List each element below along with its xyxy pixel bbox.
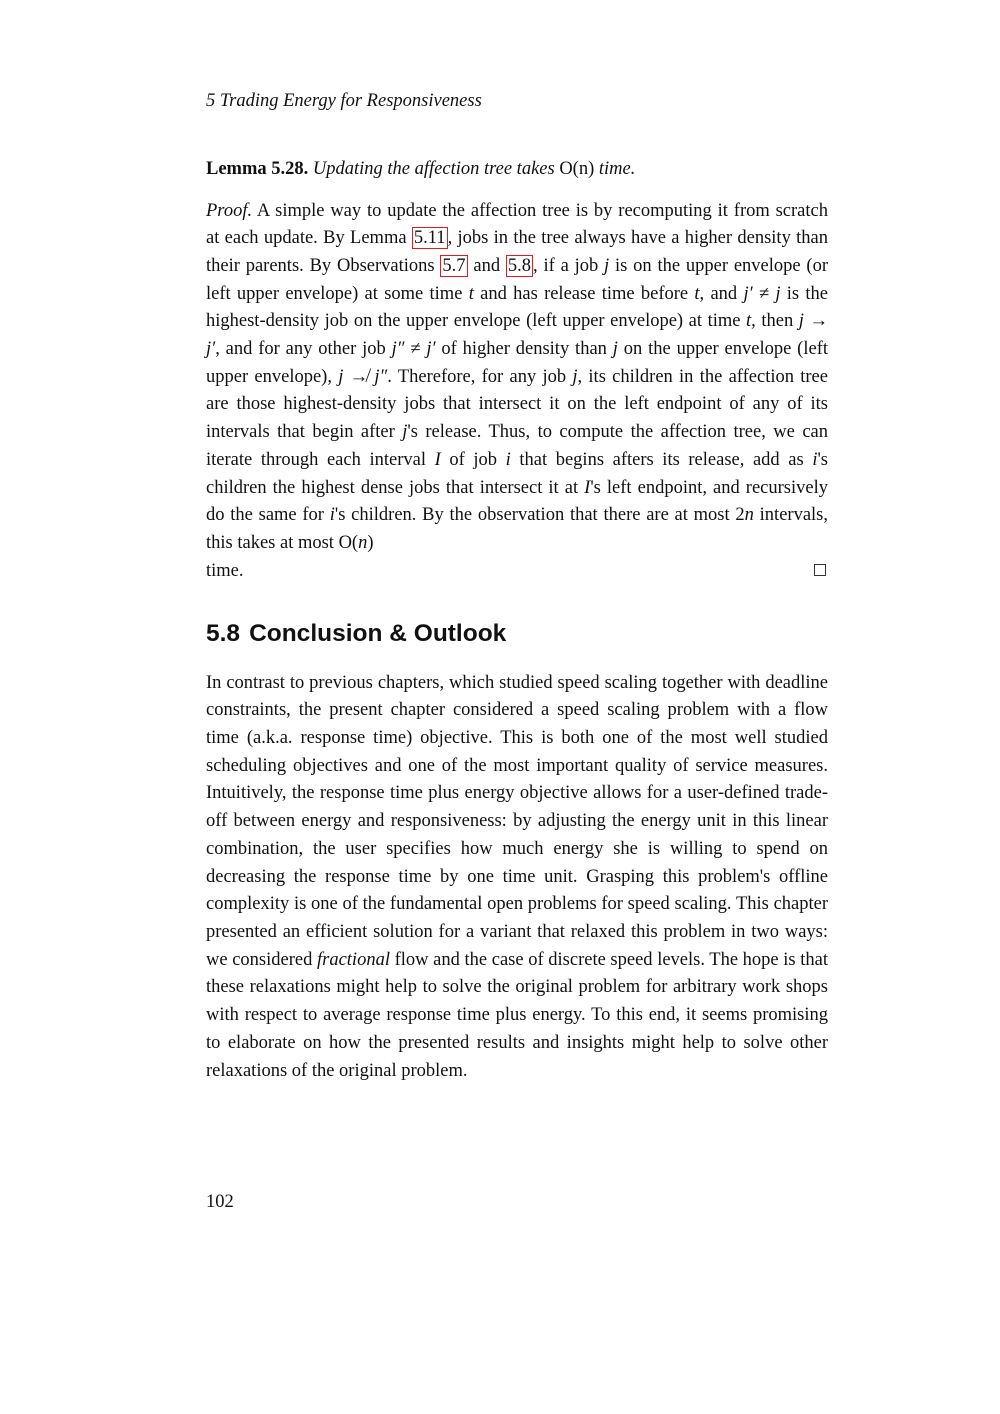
- section-heading: [206, 619, 828, 649]
- qed-square-icon: [814, 564, 826, 576]
- proof-text: , and: [699, 283, 744, 304]
- lemma-text-after: time.: [594, 159, 636, 179]
- lemma-text-before: Updating the affection tree takes: [312, 159, 560, 179]
- math-expression: j′ ≠ j: [743, 283, 781, 304]
- proof-text: , its children in the affection tree are those highest-density jobs that intersect it on the left endpoint of any of its intervals that begin after: [206, 366, 828, 443]
- proof-text: . Therefore, for any job: [387, 366, 573, 387]
- lemma-reference-link[interactable]: 5.11: [413, 228, 446, 249]
- math-variable: j: [572, 366, 578, 387]
- math-variable: t: [746, 311, 752, 332]
- math-variable: n: [744, 505, 754, 526]
- proof-text: and has release time before: [473, 283, 695, 304]
- page-number: 102: [206, 1192, 234, 1212]
- lemma-label: Lemma 5.28.: [206, 159, 309, 179]
- math-variable: j: [612, 339, 618, 360]
- math-variable: i: [505, 449, 511, 470]
- proof-text: A simple way to update the affection tree is by recomputing it from scratch at each update. By Lemma: [206, 200, 828, 249]
- math-expression: j ↛ j″: [338, 366, 388, 387]
- section-title: Conclusion & Outlook: [249, 620, 507, 648]
- conclusion-text: In contrast to previous chapters, which studied speed scaling together with deadline constraints, the present chapter considered a speed scaling problem with a flow time (a.k.a. response time) objective. This is both one of the most well studied scheduling objectives and one of the most important quality of service measures. Intuitively, the response time plus energy objective allows for a user-defined trade-off between energy and responsiveness: by adjusting the energy unit in this linear combination, the user specifies how much energy she is willing to spend on decreasing the response time by one time unit. Grasping this problem's offline complexity is one of the fundamental open problems for speed scaling. This chapter presented an efficient solution for a variant that relaxed this problem in two ways: we considered: [206, 672, 828, 970]
- proof-last-line: time.: [206, 560, 244, 581]
- lemma-statement: [206, 156, 828, 184]
- lemma-math: O(n): [559, 159, 595, 179]
- math-expression: j → j′: [206, 311, 829, 360]
- proof-label: Proof.: [206, 200, 253, 221]
- proof-text: on the upper envelope (left upper envelope),: [206, 339, 828, 387]
- math-variable: j: [402, 422, 408, 443]
- running-head: 5 Trading Energy for Responsiveness: [206, 91, 482, 111]
- proof-text: is the highest-density job on the upper envelope (left upper envelope) at time: [206, 283, 828, 332]
- proof-block: [206, 198, 828, 586]
- proof-text: ): [367, 532, 374, 553]
- math-variable: i: [812, 449, 818, 470]
- proof-text: , jobs in the tree always have a higher density than their parents. By Observations: [206, 228, 828, 276]
- math-variable: t: [694, 283, 700, 304]
- proof-text: , then: [751, 311, 799, 332]
- section-number: 5.8: [206, 620, 241, 648]
- proof-text: 's release. Thus, to compute the affection tree, we can iterate through each interval: [206, 422, 828, 470]
- conclusion-text: flow and the case of discrete speed levels. The hope is that these relaxations might help to solve the original problem for arbitrary work shops with respect to average response time plus energy. To this end, it seems promising to elaborate on how the presented results and insights might help to solve other relaxations of the original problem.: [206, 949, 828, 1081]
- math-variable: i: [329, 505, 335, 526]
- math-variable: n: [358, 532, 368, 553]
- proof-text: of job: [440, 449, 506, 470]
- proof-text: , if a job: [533, 255, 605, 276]
- proof-text: 's children the highest dense jobs that intersect it at: [206, 449, 828, 498]
- conclusion-emphasis: fractional: [316, 949, 390, 970]
- proof-text: and: [467, 255, 506, 276]
- conclusion-paragraph: [206, 670, 828, 1086]
- math-variable: I: [434, 449, 441, 470]
- math-variable: t: [468, 283, 474, 304]
- observation-reference-link[interactable]: 5.7: [442, 255, 466, 276]
- proof-text: 's children. By the observation that there are at most 2: [334, 505, 745, 526]
- observation-reference-link[interactable]: 5.8: [507, 255, 532, 276]
- proof-text: intervals, this takes at most O(: [206, 505, 828, 553]
- proof-text: that begins afters its release, add as: [510, 449, 813, 470]
- math-variable: j: [604, 255, 610, 276]
- proof-end-line: [206, 558, 828, 586]
- page-content: [206, 88, 828, 1104]
- proof-text: of higher density than: [435, 339, 613, 360]
- math-variable: I: [584, 477, 591, 498]
- math-expression: j″ ≠ j′: [391, 339, 436, 360]
- proof-text: , and for any other job: [215, 339, 392, 360]
- proof-text: is on the upper envelope (or left upper envelope) at some time: [206, 255, 828, 304]
- proof-text: 's left endpoint, and recursively do the same for: [206, 477, 828, 526]
